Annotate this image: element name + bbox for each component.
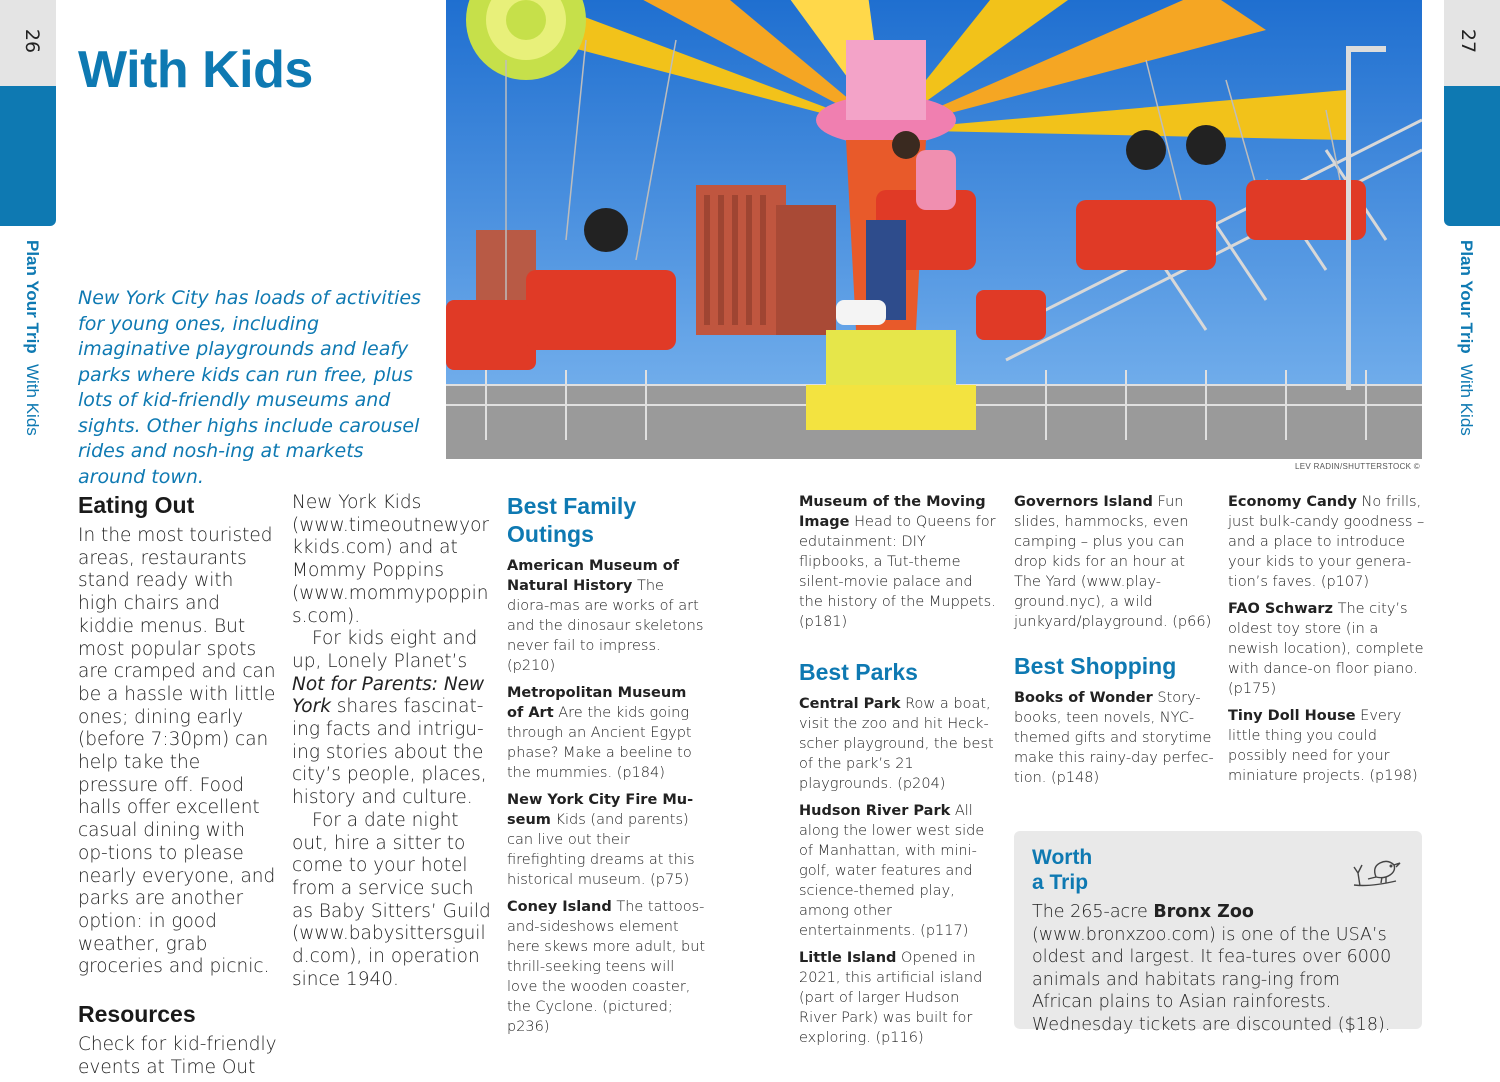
list-item — [1228, 492, 1428, 592]
right-side-label — [1456, 240, 1476, 435]
side-subsection-label: With Kids — [23, 363, 42, 436]
best-shopping-heading: Best Shopping — [1014, 653, 1177, 679]
list-item — [507, 556, 707, 676]
entry-name: Books of Wonder — [1014, 690, 1153, 706]
left-section-tab — [0, 86, 56, 226]
entry-name: Hudson River Park — [799, 803, 951, 819]
entry-name: Metropolitan Museum of Art — [507, 685, 687, 721]
column-1 — [78, 492, 278, 1079]
entry-name: Governors Island — [1014, 494, 1153, 510]
bronx-zoo-name: Bronx Zoo — [1153, 902, 1254, 922]
list-item — [1014, 688, 1214, 788]
entry-name: Coney Island — [507, 899, 612, 915]
entry-text: The city’s oldest toy store (in a newish location), complete with dance-on floor piano. (p175) — [1228, 601, 1424, 697]
list-item — [507, 897, 707, 1037]
paragraph-text: For kids eight and up, Lonely Planet’s — [292, 628, 478, 672]
page-number-right: 27 — [1456, 28, 1479, 54]
best-parks-heading: Best Parks — [799, 659, 918, 685]
photo-credit: LEV RADIN/SHUTTERSTOCK © — [1295, 462, 1420, 471]
column-5 — [1014, 492, 1214, 795]
date-night-paragraph — [292, 810, 492, 992]
intro-paragraph: New York City has loads of activities for young ones, including imaginative playgrounds and leafy parks where kids can run free, plus lots of kid-friendly museums and sights. Other highs include carousel rides and nosh-ing at markets around town. — [78, 287, 421, 488]
left-side-label — [22, 240, 42, 435]
entry-text: The diora-mas are works of art and the dinosaur skeletons never fail to impress. (p210) — [507, 578, 704, 674]
column-6 — [1228, 492, 1428, 793]
resources-text: Check for kid-friendly events at Time Out — [78, 1034, 277, 1078]
side-subsection-label: With Kids — [1457, 363, 1476, 436]
entry-text: Head to Queens for edutainment: DIY flipbooks, a Tut-theme silent-movie palace and the history of the Muppets. (p181) — [799, 514, 996, 630]
entry-text: Every little thing you could possibly need for your miniature projects. (p198) — [1228, 708, 1418, 784]
bird-on-branch-icon — [1350, 847, 1402, 896]
best-family-outings-heading: Best Family Outings — [507, 493, 637, 547]
side-section-label: Plan Your Trip — [23, 240, 42, 354]
entry-text: Kids (and parents) can live out their firefighting dreams at this historical museum. (p75) — [507, 812, 695, 888]
column-2 — [292, 492, 492, 991]
paragraph-text: For a date night out, hire a sitter to come to your hotel from a service such as Baby Sitters’ Guild (www.babysittersguild.com), in operation since 1940. — [292, 809, 491, 990]
entry-text: Story-books, teen novels, NYC-themed gifts and storytime make this rainy-day perfec-tion. (p148) — [1014, 690, 1214, 786]
list-item — [799, 948, 999, 1048]
resources-heading: Resources — [78, 1001, 196, 1028]
entry-text: All along the lower west side of Manhattan, with mini-golf, water features and science-themed play, among other entertainments. (p117) — [799, 803, 985, 939]
entry-name: Museum of the Moving Image — [799, 494, 986, 530]
list-item — [799, 492, 999, 632]
entry-name: Central Park — [799, 696, 901, 712]
entry-text: Row a boat, visit the zoo and hit Heck-scher playground, the best of the park’s 21 playgrounds. (p204) — [799, 696, 994, 792]
entry-text: Are the kids going through an Ancient Egypt phase? Make a beeline to the mummies. (p184) — [507, 705, 692, 781]
right-section-tab — [1444, 86, 1500, 226]
entry-text: Fun slides, hammocks, even camping – plus you can drop kids for an hour at The Yard (www.play-ground.nyc), a wild junkyard/playground. (p66) — [1014, 494, 1212, 630]
entry-text: Opened in 2021, this artificial island (part of larger Hudson River Park) was built for exploring. (p116) — [799, 950, 983, 1046]
entry-text: The tattoos-and-sideshows element here skews more adult, but thrill-seeking teens will love the wooden coaster, the Cyclone. (pictured; p236) — [507, 899, 706, 1035]
swing-ride-photo — [446, 0, 1422, 459]
entry-name: New York City Fire Mu-seum — [507, 792, 694, 828]
entry-name: Economy Candy — [1228, 494, 1357, 510]
entry-name: Tiny Doll House — [1228, 708, 1356, 724]
worth-a-trip-text — [1032, 901, 1404, 1036]
page-number-left: 26 — [21, 28, 44, 54]
list-item — [799, 694, 999, 794]
column-3 — [507, 492, 707, 1044]
list-item — [1014, 492, 1214, 632]
eating-out-heading: Eating Out — [78, 492, 195, 518]
heading-line: a Trip — [1032, 871, 1089, 894]
worth-a-trip-heading — [1032, 845, 1152, 895]
worth-a-trip-box — [1014, 831, 1422, 1035]
eating-out-text: In the most touristed areas, restaurants stand ready with high chairs and kiddie menus. But most popular spots are cramped and can be a hassle with little ones; dining early (before 7:30pm) can help take the pressure off. Food halls offer excellent casual dining with op-tions to please nearly everyone, and parks are another option: in good weather, grab groceries and picnic. — [78, 525, 276, 978]
not-for-parents-paragraph — [292, 628, 492, 810]
list-item — [1228, 599, 1428, 699]
entry-name: Little Island — [799, 950, 897, 966]
column-4 — [799, 492, 999, 1055]
list-item — [507, 683, 707, 783]
resources-text-continued: New York Kids (www.timeoutnewyorkkids.com) and at Mommy Poppins (www.mommypoppins.com). — [292, 492, 489, 627]
paragraph-text: (www.bronxzoo.com) is one of the USA’s oldest and largest. It fea-tures over 6000 animals and habitats rang-ing from African plains to Asian rainforests. Wednesday tickets are discounted ($18). — [1032, 924, 1392, 1035]
side-section-label: Plan Your Trip — [1457, 240, 1476, 354]
entry-name: FAO Schwarz — [1228, 601, 1333, 617]
paragraph-text: shares fascinat-ing facts and intrigu-ing stories about the city’s people, places, history and culture. — [292, 696, 487, 809]
entry-name: American Museum of Natural History — [507, 558, 680, 594]
list-item — [1228, 706, 1428, 786]
paragraph-text: The 265-acre — [1032, 902, 1154, 922]
list-item — [799, 801, 999, 941]
page-title: With Kids — [78, 41, 313, 99]
heading-line: Worth — [1032, 846, 1093, 869]
book-title: Not for Parents: New York — [292, 673, 485, 718]
entry-text: No frills, just bulk-candy goodness – and a place to introduce your kids to your genera-tion’s faves. (p107) — [1228, 494, 1425, 590]
list-item — [507, 790, 707, 890]
